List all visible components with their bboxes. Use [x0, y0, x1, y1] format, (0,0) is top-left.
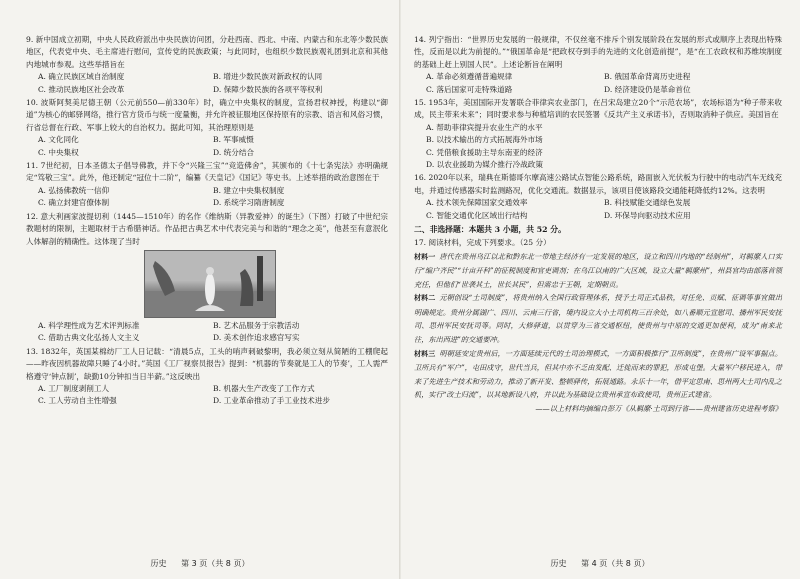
left-question-list [26, 34, 388, 408]
left-footer-subject: 历史 [150, 559, 167, 568]
option-list [26, 383, 388, 408]
answer-option: D. 统分结合 [213, 147, 255, 157]
question-stem: 9. 新中国成立初期，中央人民政府派出中央民族访问团，分赴西南、西北、中南、内蒙古和东北等少数民族地区，代表党中央、毛主席进行慰问，宣传党的民族政策；与此同时，也组织少数民族观礼团到北京和其他内地城市参观。这些举措旨在 [26, 35, 388, 69]
material-text: 元朝创设“土司制度”，将贵州纳入全国行政管理体系，授予土司正式品秩，对任免、贡赋、征调等事宜做出明确规定。贵州分属湖广、四川、云南三行省，境内设立大小土司机构三百余处，如八番顺元宣慰司、播州军民安抚司、思州军民安抚司等。同时，大修驿道，以贯穿为三省交通枢纽，使贵州与中原的交通更加便利，成为“南来北往，东出西进”的交通要冲。 [414, 293, 783, 345]
option-list [26, 185, 388, 210]
material-paragraph [414, 347, 782, 402]
answer-option: C. 确立封建官僚体制 [38, 198, 110, 208]
material-tag: 材料一 [414, 252, 436, 261]
right-footer [400, 558, 800, 569]
question-stem: 16. 2020年以来，瑞典在斯德哥尔摩高速公路试点智能公路系统，路面嵌入光伏板为行驶中的电动汽车无线充电，并通过传感器实时监测路况，优化交通流。数据显示，该项目使该路段交通能耗降低约12%。这表明 [414, 173, 782, 195]
answer-option: D. 系统学习隋唐制度 [213, 198, 285, 208]
question-stem: 12. 意大利画家波提切利（1445—1510年）的名作《维纳斯（异教爱神）的诞生》（下图）打破了中世纪宗教题材的限制，主题取材于古希腊神话。作品把古典艺术中代表完美与和谐的“理念之美”，他甚至有意泯化人体解剖的精确性。这体现了当时 [26, 211, 388, 246]
answer-option: A. 确立民族区域自治制度 [38, 72, 125, 82]
question-stem: 11. 7世纪初，日本圣德太子倡导佛教，并下令“兴隆三宝”“竞造佛舍”，其颁布的《十七条宪法》亦明确规定“笃敬三宝”。此外，他还制定“冠位十二阶”，编纂《天皇记》《国记》等史书。上述举措的政治意图在于 [26, 161, 388, 183]
answer-option: D. 经济建设仍是革命首位 [604, 84, 691, 94]
answer-option: B. 俄国革命背离历史进程 [604, 72, 691, 82]
answer-option: B. 机器大生产改变了工作方式 [213, 383, 315, 393]
answer-option: D. 工业革命推动了手工业技术进步 [213, 396, 330, 406]
material-paragraph [414, 250, 782, 292]
answer-option: D. 美术创作追求感官写实 [213, 333, 300, 343]
option-list [26, 71, 388, 96]
material-tag: 材料二 [414, 294, 436, 303]
question-stem: 13. 1832年，英国某棉纺厂工人日记载：“清晨5点，工头的哨声刺破黎明，我必须立刻从简陋的工棚爬起——昨夜因机器故障只睡了4小时。”英国《工厂视察员报告》提到：“机器的节奏就是工人的节奏’，工人需严格遵守‘钟点制’，缺勤10分钟扣当日半薪。”这反映出 [26, 346, 388, 381]
material-tag: 材料三 [414, 349, 436, 358]
answer-option: A. 科学理性成为艺术评判标准 [38, 320, 140, 330]
option-list [414, 197, 782, 222]
left-footer [0, 558, 400, 569]
answer-option: A. 帮助菲律宾提升农业生产的水平 [426, 122, 543, 132]
answer-option: C. 借助古典文化弘扬人文主义 [38, 333, 140, 343]
answer-option: B. 军事威慑 [213, 135, 254, 145]
option-list [414, 122, 782, 172]
answer-option: D. 保障少数民族的各项平等权利 [213, 84, 323, 94]
question-stem: 10. 波斯阿契美尼德王朝（公元前550—前330年）时，确立中央集权的制度，宣扬君权神授，构建以“御道”为核心的邮驿网络，推行官方货币与统一度量衡，并允许被征服地区保持原有的宗教、语言和风俗习惯，行省总督在行政、军事上较大的自治权力。据此可知，其治理原则是 [26, 98, 388, 132]
answer-option: B. 增进少数民族对新政权的认同 [213, 72, 323, 82]
left-footer-page: 第 3 页（共 8 页） [181, 559, 250, 568]
option-list [414, 71, 782, 96]
right-footer-subject: 历史 [550, 559, 567, 568]
answer-option: B. 建立中央集权制度 [213, 185, 285, 195]
answer-option: B. 科技赋能交通绿色发展 [604, 198, 691, 208]
material-text: 明朝延安定贵州后，一方面延续元代的土司治理模式，一方面积极推行“卫所制度”，在贵州广设军事据点。卫所兵有“军户”，屯田戍守，世代当兵，但其中亦不乏由发配、迁徙而来的罪犯，形成屯堡。大量军户移民进入，带来了先进生产技术和劳动力，推动了新开发、整顿驿传，拓展通路。永乐十一年，借平定思南、思州两大土司内乱之机，实行“改土归流”，以其地新设八府，并以此为基础设立贵州承宣布政使司，贵州正式建省。 [414, 348, 783, 400]
question-17-stem: 17. 阅读材料，完成下列要求。（25 分） [414, 238, 551, 248]
right-footer-page: 第 4 页（共 8 页） [581, 559, 650, 568]
answer-option: A. 工厂制度剥削工人 [38, 383, 110, 393]
option-list [26, 134, 388, 159]
answer-option: C. 工人劳动自主性增强 [38, 396, 117, 406]
answer-option: A. 革命必须遵循普遍规律 [426, 72, 513, 82]
answer-option: C. 智能交通优化区域出行结构 [426, 210, 528, 220]
answer-option: C. 落后国家可走特殊道路 [426, 84, 513, 94]
option-list [26, 320, 388, 345]
answer-option: A. 弘扬佛教统一信仰 [38, 185, 110, 195]
question-stem: 14. 列宁指出：“世界历史发展的一般规律，不仅丝毫不排斥个别发展阶段在发展的形式或顺序上表现出特殊性，反而是以此为前提的。”“俄国革命是“把政权夺到手的先进的文化创造前提”，是“在工农政权和苏维埃制度的基础上赶上别国人民”。上述论断旨在阐明 [414, 35, 782, 69]
answer-option: B. 艺术品服务于宗教活动 [213, 320, 300, 330]
materials-source: ——以上材料均摘编自彭万《从羁縻·土司到行省——贵州建省历史进程考察》 [535, 404, 782, 414]
answer-option: C. 凭借粮食援助主导东南亚的经济 [426, 147, 543, 157]
answer-option: C. 中央集权 [38, 147, 79, 157]
right-page [400, 0, 800, 579]
answer-option: A. 技术领先保障国家交通效率 [426, 198, 528, 208]
answer-option: C. 推动民族地区社会改革 [38, 84, 125, 94]
answer-option: D. 环保导向驱动技术应用 [604, 210, 691, 220]
right-question-list [414, 34, 782, 222]
answer-option: D. 以农业援助为媒介推行冷战政策 [426, 160, 543, 170]
answer-option: B. 以技术输出的方式拓展海外市场 [426, 135, 543, 145]
birth-of-venus-painting [144, 250, 276, 318]
material-paragraph [414, 291, 782, 346]
question-stem: 15. 1953年，美国国际开发署联合菲律宾农业部门，在吕宋岛建立20个“示范农场”，农场标语为“种子带来收成，民主带来未来”；同时要求参与种植培训的农民签署《反共产主义承诺书》，否则取消种子供应。美国旨在 [414, 98, 782, 120]
material-text: 唐代在贵州乌江以北和黔东北一带地主经济有一定发展的地区，设立和四川内地的“经制州”，对羁縻人口实行“编户齐民”“计亩开科”的征税制度和官吏调剂；在乌江以南的广大区域，设立大量“羁縻州”，州县官均由部落首领充任，但他们“世袭其土，世长其民”，但需忠于王朝，定期朝贡。 [414, 251, 783, 289]
section-heading: 二、非选择题：本题共 3 小题，共 52 分。 [414, 225, 566, 235]
answer-option: A. 文化同化 [38, 135, 79, 145]
materials-list [414, 250, 782, 403]
